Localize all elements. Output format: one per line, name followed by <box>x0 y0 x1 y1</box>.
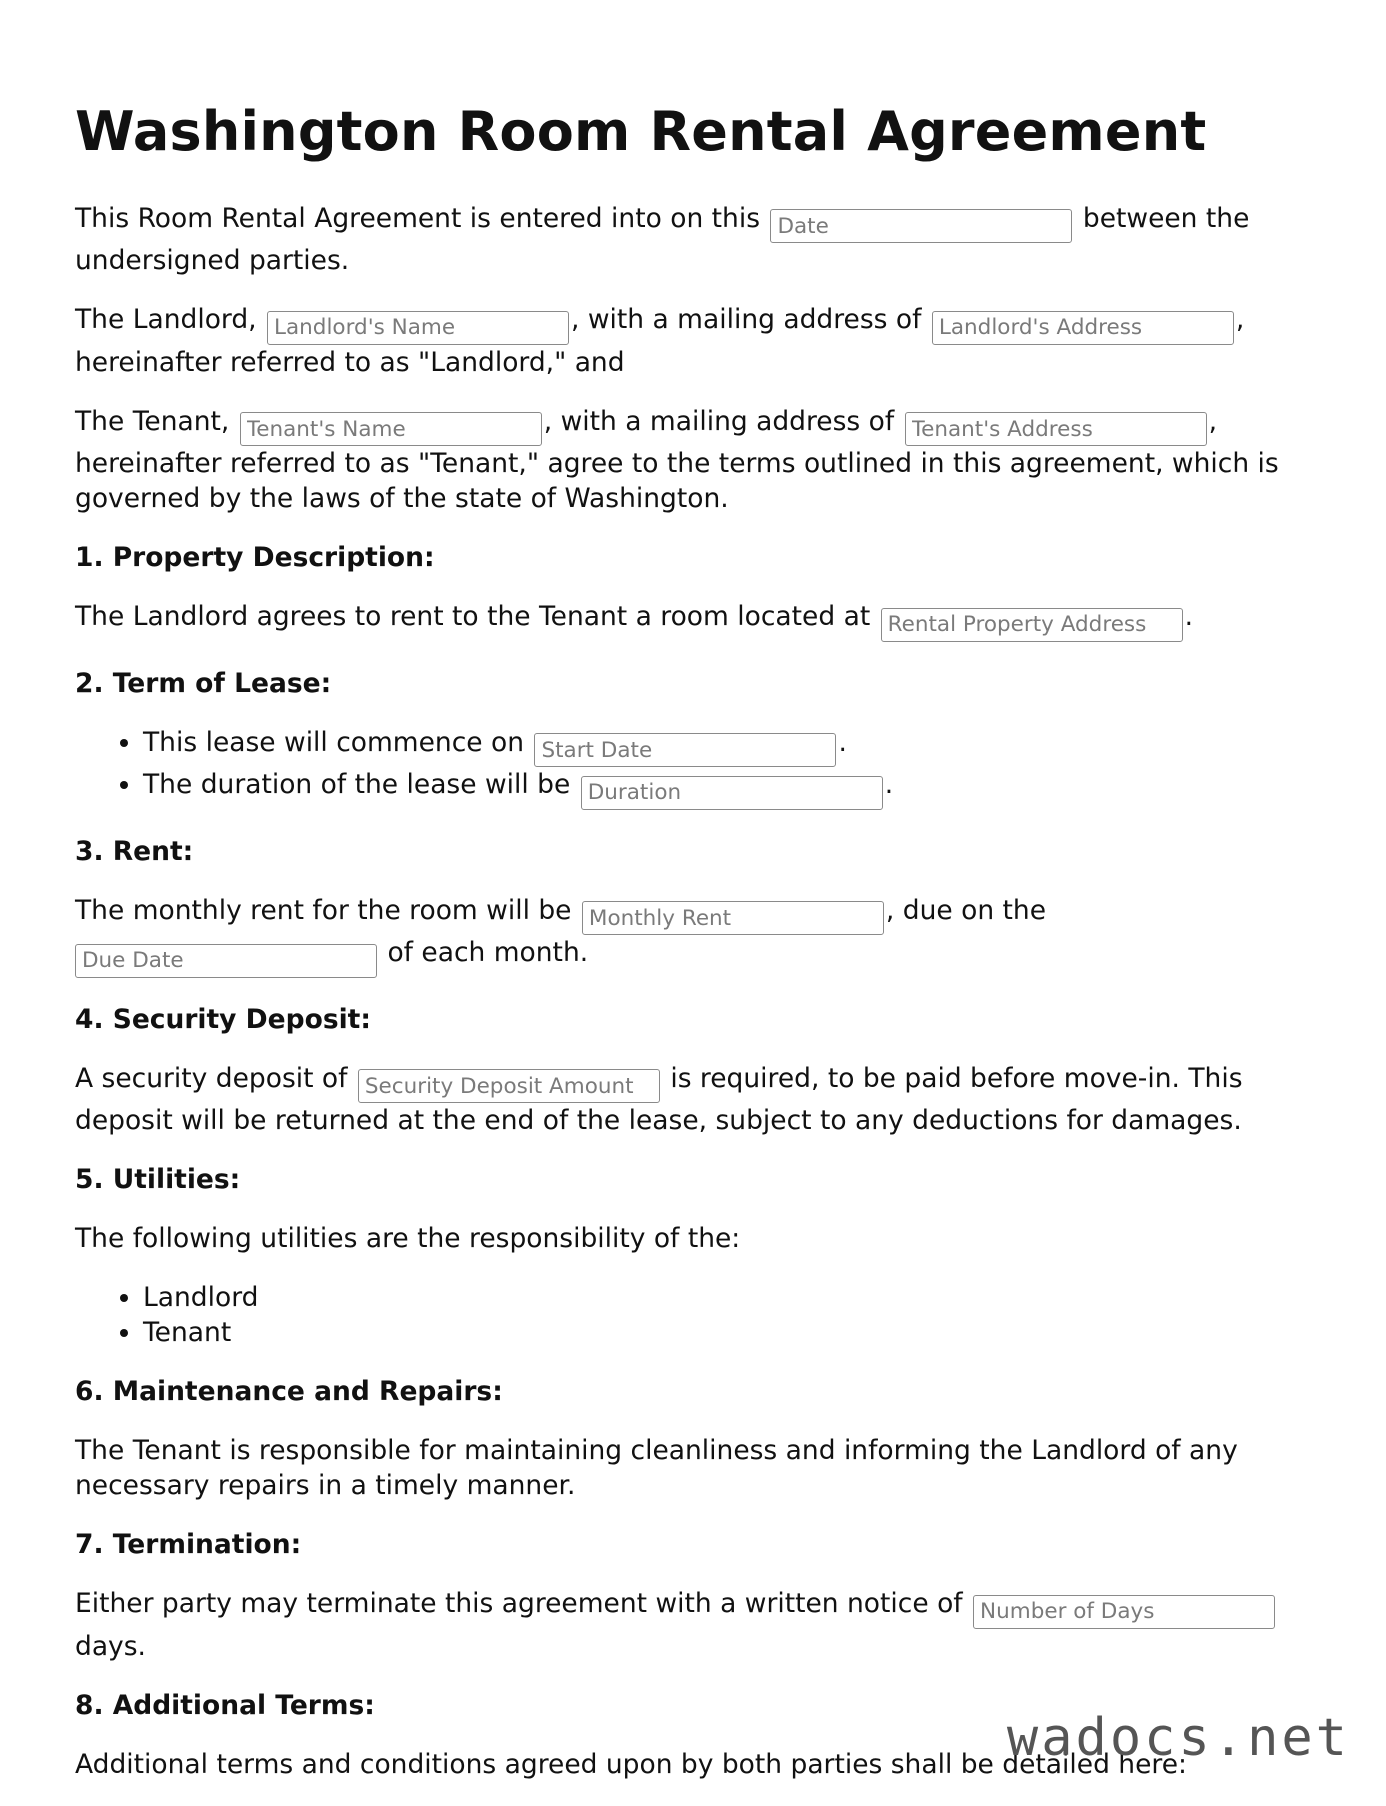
landlord-text-middle: , with a mailing address of <box>571 304 922 336</box>
termination-text-after: days. <box>75 1630 146 1662</box>
security-deposit-amount-field[interactable] <box>358 1069 660 1103</box>
section-heading-deposit: 4. Security Deposit: <box>75 1003 371 1035</box>
tenant-text-middle: , with a mailing address of <box>543 405 895 437</box>
termination-text-before: Either party may terminate this agreement with a written notice of <box>75 1588 963 1620</box>
rent-text-middle: , due on the <box>885 894 1047 926</box>
notice-days-field[interactable] <box>973 1595 1275 1629</box>
utilities-paragraph: The following utilities are the responsibility of the: <box>75 1223 741 1255</box>
monthly-rent-field[interactable] <box>582 901 884 935</box>
tenant-name-field[interactable] <box>240 412 542 446</box>
rent-text-after: of each month. <box>387 937 589 969</box>
intro-text-after: between the undersigned parties. <box>75 202 1250 277</box>
term-duration-period: . <box>884 769 894 801</box>
term-list <box>75 725 1315 810</box>
tenant-paragraph <box>75 404 1315 517</box>
landlord-address-field[interactable] <box>932 311 1234 345</box>
rental-property-address-field[interactable] <box>881 608 1183 642</box>
landlord-text-before: The Landlord, <box>75 304 257 336</box>
property-text-before: The Landlord agrees to rent to the Tenant a room located at <box>75 601 871 633</box>
intro-text-before: This Room Rental Agreement is entered into on this <box>75 202 761 234</box>
section-heading-utilities: 5. Utilities: <box>75 1164 241 1196</box>
deposit-text-before: A security deposit of <box>75 1062 348 1094</box>
section-heading-maintenance: 6. Maintenance and Repairs: <box>75 1376 503 1408</box>
additional-paragraph: Additional terms and conditions agreed upon by both parties shall be detailed here: <box>75 1748 1187 1780</box>
landlord-name-field[interactable] <box>267 311 569 345</box>
page-title: Washington Room Rental Agreement <box>75 100 1207 163</box>
rent-paragraph <box>75 893 1315 978</box>
tenant-address-field[interactable] <box>905 412 1207 446</box>
section-heading-property: 1. Property Description: <box>75 542 435 574</box>
tenant-text-before: The Tenant, <box>75 405 230 437</box>
section-heading-additional: 8. Additional Terms: <box>75 1689 375 1721</box>
section-heading-termination: 7. Termination: <box>75 1529 302 1561</box>
utilities-list-item-tenant: • Tenant <box>143 1315 1315 1350</box>
term-start-period: . <box>838 726 847 758</box>
section-heading-rent: 3. Rent: <box>75 835 194 867</box>
term-duration-text: The duration of the lease will be <box>143 769 571 801</box>
rent-text-before: The monthly rent for the room will be <box>75 894 572 926</box>
agreement-date-field[interactable] <box>770 209 1072 243</box>
utilities-list-item-landlord: • Landlord <box>143 1280 1315 1315</box>
landlord-paragraph <box>75 302 1315 380</box>
due-date-field[interactable] <box>75 944 377 978</box>
utilities-list <box>75 1280 1315 1350</box>
landlord-text-after: , hereinafter referred to as "Landlord," and <box>75 304 1245 378</box>
watermark: wadocs.net <box>1006 1708 1350 1768</box>
start-date-field[interactable] <box>534 733 836 767</box>
termination-paragraph <box>75 1586 1315 1664</box>
term-list-item-duration <box>143 767 1315 810</box>
tenant-text-after: , hereinafter referred to as "Tenant," agree to the terms outlined in this agreement, which is governed by the laws of the state of Washington. <box>75 405 1279 515</box>
section-heading-term: 2. Term of Lease: <box>75 667 332 699</box>
term-start-text: This lease will commence on <box>143 726 525 758</box>
property-text-after: . <box>1184 601 1194 633</box>
property-paragraph <box>75 599 1315 642</box>
duration-field[interactable] <box>581 776 883 810</box>
deposit-paragraph <box>75 1061 1315 1139</box>
document-page <box>75 86 1315 1806</box>
intro-paragraph <box>75 201 1315 279</box>
maintenance-paragraph: The Tenant is responsible for maintaining cleanliness and informing the Landlord of any necessary repairs in a timely manner. <box>75 1435 1238 1502</box>
deposit-text-after: is required, to be paid before move-in. This deposit will be returned at the end of the lease, subject to any deductions for damages. <box>75 1062 1243 1137</box>
term-list-item-start <box>143 725 1315 768</box>
